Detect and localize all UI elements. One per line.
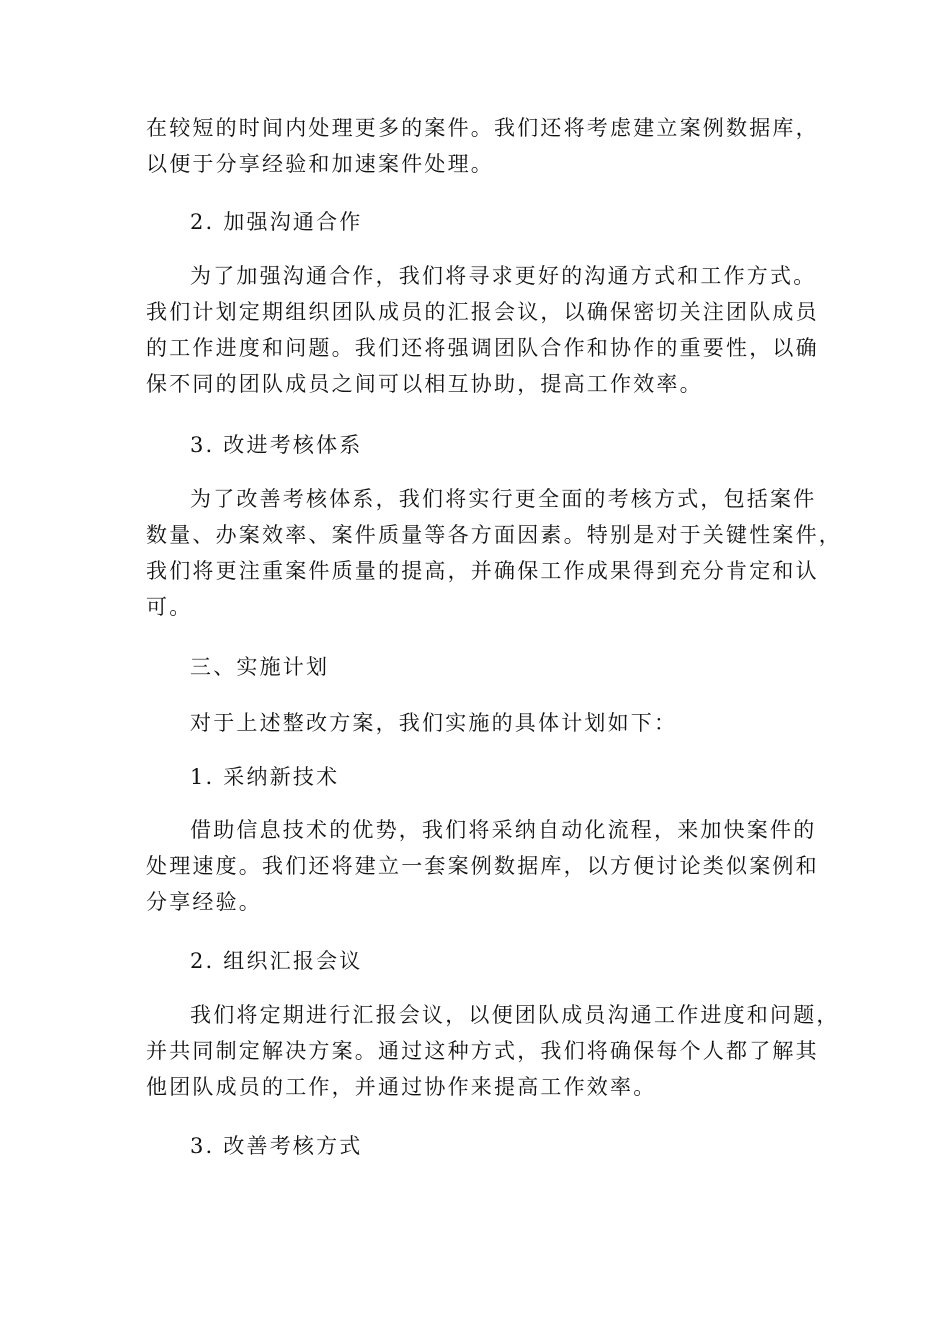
text-line: 我们将定期进行汇报会议，以便团队成员沟通工作进度和问题， — [190, 1003, 840, 1027]
text-line: 以便于分享经验和加速案件处理。 — [146, 152, 494, 176]
paragraph-meetings — [146, 997, 840, 1105]
heading-adopt-new-technology — [146, 759, 806, 795]
heading-organize-meetings — [146, 943, 806, 979]
text-line: 保不同的团队成员之间可以相互协助，提高工作效率。 — [146, 372, 703, 396]
paragraph-new-technology — [146, 812, 819, 920]
text-line: 他团队成员的工作，并通过协作来提高工作效率。 — [146, 1075, 657, 1099]
heading-strengthen-communication — [146, 204, 806, 240]
heading-text: 2. 组织汇报会议 — [190, 949, 363, 973]
text-line: 对于上述整改方案，我们实施的具体计划如下： — [190, 711, 678, 735]
text-line: 数量、办案效率、案件质量等各方面因素。特别是对于关键性案件， — [146, 523, 842, 547]
section-heading-implementation-plan — [146, 649, 806, 685]
heading-text: 1. 采纳新技术 — [190, 765, 340, 789]
text-line: 分享经验。 — [146, 890, 262, 914]
paragraph-implementation-intro — [146, 705, 806, 741]
text-line: 为了改善考核体系，我们将实行更全面的考核方式，包括案件 — [190, 487, 817, 511]
heading-text: 3. 改进考核体系 — [190, 433, 363, 457]
text-line: 处理速度。我们还将建立一套案例数据库，以方便讨论类似案例和 — [146, 854, 819, 878]
heading-text: 3. 改善考核方式 — [190, 1134, 363, 1158]
text-line: 的工作进度和问题。我们还将强调团队合作和协作的重要性，以确 — [146, 336, 819, 360]
heading-text: 2. 加强沟通合作 — [190, 210, 363, 234]
paragraph-communication — [146, 258, 819, 402]
paragraph-assessment — [146, 481, 842, 625]
text-line: 在较短的时间内处理更多的案件。我们还将考虑建立案例数据库， — [146, 116, 819, 140]
text-line: 为了加强沟通合作，我们将寻求更好的沟通方式和工作方式。 — [190, 264, 817, 288]
text-line: 借助信息技术的优势，我们将采纳自动化流程，来加快案件的 — [190, 818, 817, 842]
heading-text: 三、实施计划 — [190, 655, 330, 679]
text-line: 可。 — [146, 595, 193, 619]
paragraph-continuation — [146, 110, 819, 182]
text-line: 我们将更注重案件质量的提高，并确保工作成果得到充分肯定和认 — [146, 559, 819, 583]
text-line: 我们计划定期组织团队成员的汇报会议，以确保密切关注团队成员 — [146, 300, 819, 324]
heading-improve-assessment-system — [146, 427, 806, 463]
heading-improve-assessment-method — [146, 1128, 806, 1164]
text-line: 并共同制定解决方案。通过这种方式，我们将确保每个人都了解其 — [146, 1039, 819, 1063]
